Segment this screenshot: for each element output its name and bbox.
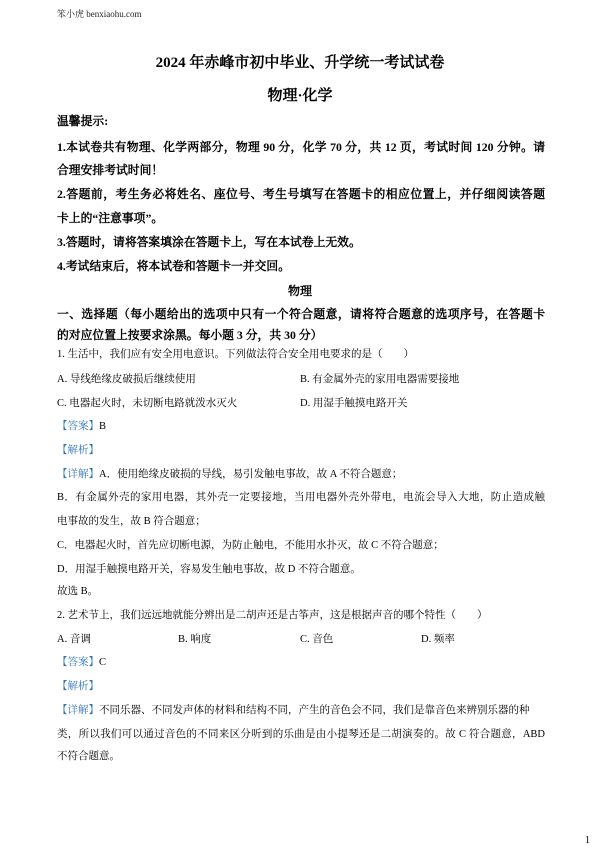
question-1-option-c: C. 电器起火时，未切断电路就泼水灭火 xyxy=(57,398,238,409)
detail-text: A．使用绝缘皮破损的导线，易引发触电事故，故 A 不符合题意； xyxy=(99,469,403,480)
notice-line: 4.考试结束后，将本试卷和答题卡一并交回。 xyxy=(57,259,290,273)
exam-subtitle: 物理·化学 xyxy=(267,88,333,104)
question-2-analysis xyxy=(57,676,545,698)
notice-line: 合理安排考试时间！ xyxy=(57,163,164,177)
question-1-stem: 1. 生活中，我们应有安全用电意识。下列做法符合安全用电要求的是（ ） xyxy=(57,349,414,360)
detail-tag: 【详解】 xyxy=(57,705,99,716)
question-1-option-d: D. 用湿手触摸电路开关 xyxy=(300,398,408,409)
question-2-detail-line: 类，所以我们可以通过音色的不同来区分听到的乐曲是由小提琴还是二胡演奏的。故 C 符合题意，ABD xyxy=(57,729,545,740)
notice-line: 3.答题时，请将答案填涂在答题卡上，写在本试卷上无效。 xyxy=(57,235,361,249)
question-1-analysis xyxy=(57,440,545,462)
section-heading-line: 一、选择题（每小题给出的选项中只有一个符合题意，请将符合题意的选项序号，在答题卡 xyxy=(57,307,545,321)
subject-heading: 物理 xyxy=(287,284,312,298)
answer-value: B xyxy=(99,421,107,432)
exam-title: 2024 年赤峰市初中毕业、升学统一考试试卷 xyxy=(155,55,445,71)
question-1-detail-line: 电事故的发生，故 B 符合题意； xyxy=(57,516,206,527)
notice-line: 1.本试卷共有物理、化学两部分，物理 90 分，化学 70 分，共 12 页，考试时间 120 分钟。请 xyxy=(57,140,545,154)
question-1-detail-line xyxy=(57,464,545,486)
question-1-detail-line: C．电器起火时，首先应切断电源，为防止触电，不能用水扑灭，故 C 不符合题意； xyxy=(57,540,444,551)
question-1-option-a: A. 导线绝缘皮破损后继续使用 xyxy=(57,374,196,385)
answer-value: C xyxy=(99,657,107,668)
answer-tag: 【答案】 xyxy=(57,657,99,668)
question-2-option-a: A. 音调 xyxy=(57,634,91,645)
notice-heading: 温馨提示: xyxy=(57,114,109,128)
notice-line: 卡上的“注意事项”。 xyxy=(57,211,164,225)
section-heading-line: 的对应位置上按要求涂黑。每小题 3 分，共 30 分） xyxy=(57,328,323,342)
detail-text: 不同乐器、不同发声体的材料和结构不同，产生的音色会不同，我们是靠音色来辨别乐器的种 xyxy=(99,705,530,716)
detail-tag: 【详解】 xyxy=(57,469,99,480)
question-1-detail-line: B．有金属外壳的家用电器，其外壳一定要接地，当用电器外壳外带电，电流会导入大地，防止造成触 xyxy=(57,492,545,503)
notice-line: 2.答题前，考生务必将姓名、座位号、考生号填写在答题卡的相应位置上，并仔细阅读答题 xyxy=(57,187,545,201)
question-2-answer xyxy=(57,652,545,674)
analysis-tag: 【解析】 xyxy=(57,681,99,692)
analysis-tag: 【解析】 xyxy=(57,445,99,456)
site-watermark: 笨小虎 benxiaohu.com xyxy=(57,9,142,19)
question-2-detail-line: 不符合题意。 xyxy=(57,751,120,762)
question-2-option-d: D. 频率 xyxy=(421,634,455,645)
question-1-option-b: B. 有金属外壳的家用电器需要接地 xyxy=(300,374,460,385)
question-2-option-c: C. 音色 xyxy=(300,634,334,645)
question-2-option-b: B. 响度 xyxy=(178,634,212,645)
question-1-answer xyxy=(57,416,545,438)
question-1-detail-line: D．用湿手触摸电路开关，容易发生触电事故，故 D 不符合题意。 xyxy=(57,564,361,575)
answer-tag: 【答案】 xyxy=(57,421,99,432)
question-1-conclusion: 故选 B。 xyxy=(57,586,99,597)
question-2-stem: 2. 艺术节上，我们远远地就能分辨出是二胡声还是古筝声，这是根据声音的哪个特性（ ） xyxy=(57,610,488,621)
page-number: 1 xyxy=(585,835,590,846)
question-2-detail-line xyxy=(57,700,545,722)
